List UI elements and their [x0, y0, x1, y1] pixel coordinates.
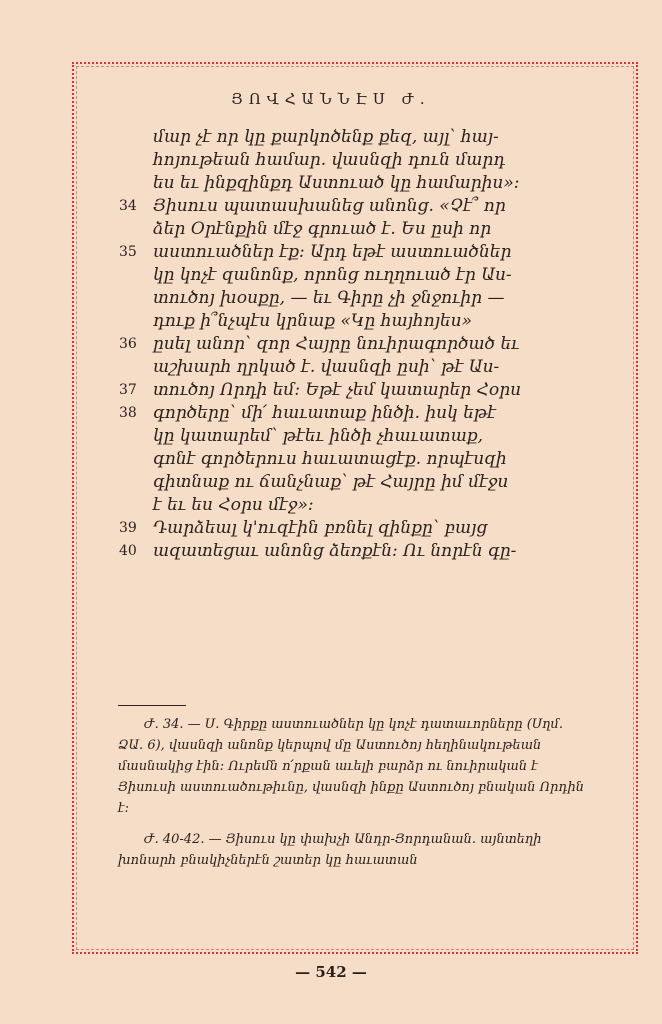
- text-line: [153, 425, 583, 448]
- verse-number: 40: [119, 543, 137, 559]
- verse-number: 39: [119, 520, 137, 536]
- verse-number: 35: [119, 244, 137, 260]
- line-text: ըսել անոր՝ զոր Հայրը նուիրագործած եւ: [153, 334, 520, 354]
- footnote: Ժ. 40-42. — Յիսուս կը փախչի Անդր-Յորդանան. այնտեղի խոնարհ բնակիչներէն շատեր կը հաւատան: [118, 832, 542, 868]
- text-line: [153, 218, 583, 241]
- verse-number: 36: [119, 336, 137, 352]
- text-line: [153, 172, 583, 195]
- verse-number: 34: [119, 198, 137, 214]
- text-line: [153, 149, 583, 172]
- text-line: [153, 471, 583, 494]
- text-line: [153, 356, 583, 379]
- footnote: Ժ. 34. — Ս. Գիրքը աստուածներ կը կոչէ դատաւորները (Սղմ. ՁԱ. 6), վասնզի անոնք կերպով մը Աստուծոյ հեղինակութեան մասնակից էին: Ուրեմն ո՛րքան աւելի բարձր ու նուիրական է Յիսուսի աստուածութիւնը, վասնզի ինքը Աստուծոյ բնական Որդին է:: [118, 717, 584, 816]
- line-text: է եւ ես Հօրս մէջ»:: [153, 495, 314, 515]
- line-text: աստուածներ էք: Արդ եթէ աստուածներ: [153, 242, 512, 262]
- footnote-divider: [118, 705, 186, 706]
- line-text: տուծոյ խօսքը, — եւ Գիրը չի ջնջուիր —: [153, 288, 505, 308]
- text-line: [153, 264, 583, 287]
- text-line: [119, 333, 583, 356]
- line-text: հոյութեան համար. վասնզի դուն մարդ: [153, 150, 506, 170]
- text-line: [119, 379, 583, 402]
- main-text: [119, 126, 583, 563]
- line-text: գիտնաք ու ճանչնաք՝ թէ Հայրը իմ մէջս: [153, 472, 509, 492]
- line-text: կը կատարեմ՝ թէեւ ինծի չհաւատաք,: [153, 426, 484, 446]
- line-text: Դարձեալ կ'ուզէին բռնել զինքը՝ բայց: [153, 518, 488, 538]
- line-text: ձեր Օրէնքին մէջ գրուած է. Ես ըսի որ: [153, 219, 492, 239]
- verse-number: 37: [119, 382, 137, 398]
- text-line: [153, 310, 583, 333]
- line-text: կը կոչէ զանոնք, որոնց ուղղուած էր Աս-: [153, 265, 512, 285]
- line-text: Յիսուս պատասխանեց անոնց. «Չէ՞ որ: [153, 196, 506, 216]
- text-line: [119, 241, 583, 264]
- line-text: գործերը՝ մի՛ հաւատաք ինծի. իսկ եթէ: [153, 403, 496, 423]
- page-header: ՅՈՎՀԱՆՆԷՍ Ժ.: [231, 90, 431, 108]
- verse-number: 38: [119, 405, 137, 421]
- footnotes: [118, 714, 584, 881]
- text-line: [119, 402, 583, 425]
- line-text: մար չէ որ կը քարկոծենք քեզ, այլ՝ հայ-: [153, 127, 499, 147]
- text-line: [153, 494, 583, 517]
- text-line: [153, 448, 583, 471]
- text-line: [119, 517, 583, 540]
- page-number: — 542 —: [295, 963, 367, 981]
- text-line: [153, 287, 583, 310]
- line-text: դուք ի՞նչպէս կրնաք «Կը հայհոյես»: [153, 311, 473, 331]
- text-line: [119, 540, 583, 563]
- line-text: տուծոյ Որդի եմ: Եթէ չեմ կատարեր Հօրս: [153, 380, 522, 400]
- line-text: ես եւ ինքզինքդ Աստուած կը համարիս»:: [153, 173, 520, 193]
- line-text: աշխարհ ղրկած է. վասնզի ըսի՝ թէ Աս-: [153, 357, 500, 377]
- text-line: [153, 126, 583, 149]
- line-text: ազատեցաւ անոնց ձեռքէն: Ու նորէն գը-: [153, 541, 517, 561]
- line-text: գոնէ գործերուս հաւատացէք. որպէսզի: [153, 449, 507, 469]
- text-line: [119, 195, 583, 218]
